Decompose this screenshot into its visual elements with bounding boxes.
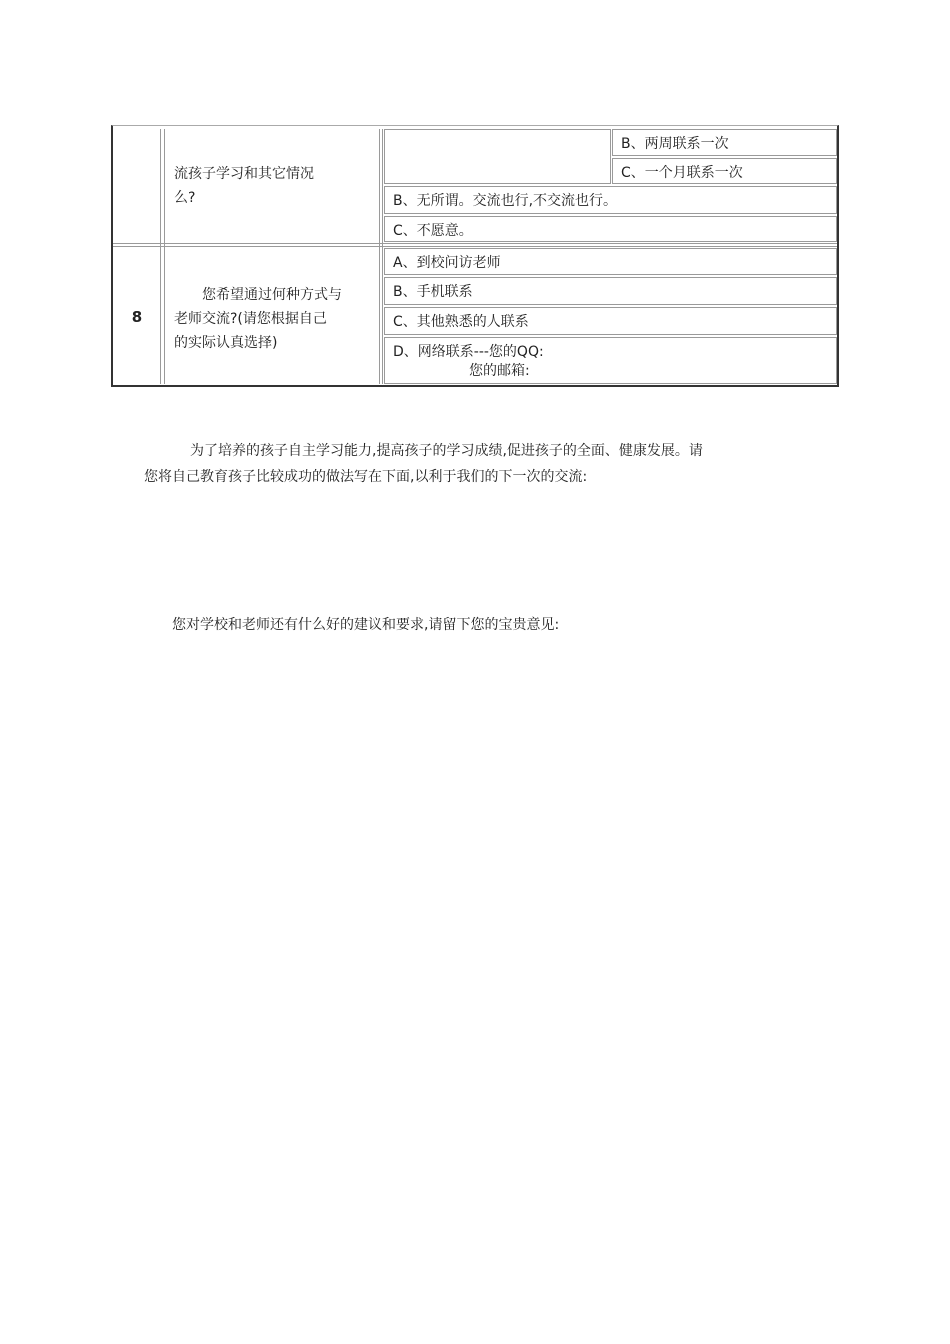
- row-divider: [113, 243, 837, 244]
- row8-question: [174, 283, 380, 355]
- option-c-monthly: [612, 158, 837, 184]
- option-a-visit-school: [384, 248, 837, 275]
- question-number: 8: [131, 308, 143, 326]
- question-line: 流孩子学习和其它情况: [174, 166, 314, 182]
- column-divider: [160, 129, 161, 384]
- option-label: B、无所谓。交流也行,不交流也行。: [393, 193, 618, 209]
- option-c-unwilling: [384, 216, 837, 242]
- row7-question: [174, 162, 374, 210]
- option-label: D、网络联系---您的QQ:: [393, 344, 544, 360]
- survey-table: [111, 125, 839, 387]
- question-line: 的实际认真选择): [174, 335, 278, 351]
- row-divider: [113, 246, 837, 247]
- option-empty-cell: [384, 129, 611, 184]
- suggestion-prompt: 您对学校和老师还有什么好的建议和要求,请留下您的宝贵意见:: [172, 617, 560, 633]
- email-label: 您的邮箱:: [469, 363, 530, 379]
- option-d-online: [384, 337, 837, 384]
- option-b-biweekly: [612, 129, 837, 156]
- column-divider: [164, 129, 165, 384]
- option-b-indifferent: [384, 186, 837, 214]
- option-label: A、到校问访老师: [393, 255, 501, 271]
- option-label: B、手机联系: [393, 284, 473, 300]
- option-b-phone: [384, 277, 837, 305]
- question-line: 老师交流?(请您根据自己: [174, 311, 327, 327]
- option-label: C、不愿意。: [393, 223, 473, 239]
- question-line: 您希望通过何种方式与: [202, 287, 342, 303]
- paragraph-line: 为了培养的孩子自主学习能力,提高孩子的学习成绩,促进孩子的全面、健康发展。请: [190, 443, 703, 459]
- option-label: C、一个月联系一次: [621, 165, 743, 181]
- option-label: C、其他熟悉的人联系: [393, 314, 529, 330]
- question-line: 么?: [174, 190, 196, 206]
- column-divider: [382, 129, 383, 384]
- paragraph-line: 您将自己教育孩子比较成功的做法写在下面,以利于我们的下一次的交流:: [144, 469, 588, 485]
- option-label: B、两周联系一次: [621, 136, 729, 152]
- option-c-acquaintance: [384, 307, 837, 335]
